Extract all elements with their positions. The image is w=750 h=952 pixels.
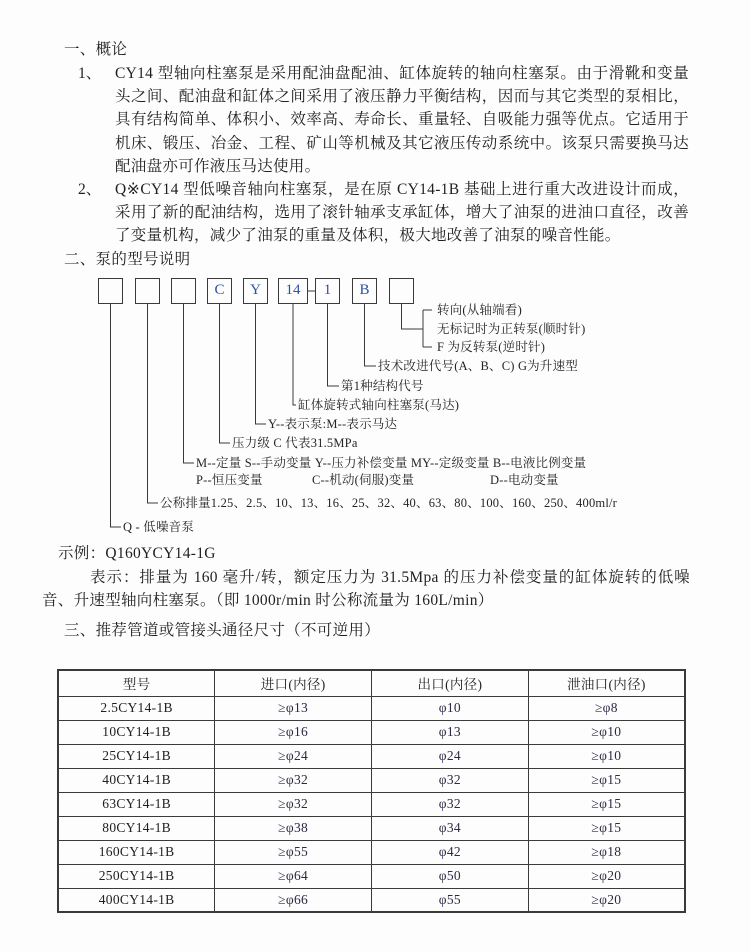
cell-drain: ≥φ20 <box>528 888 685 912</box>
table-row <box>58 792 685 816</box>
paragraph-1: CY14 型轴向柱塞泵是采用配油盘配油、缸体旋转的轴向柱塞泵。由于滑靴和变量头之间、配油盘和缸体之间采用了液压静力平衡结构，因而与其它类型的泵相比，具有结构简单、体积小、效率高、寿命长、重量轻、自吸能力强等优点。它适用于机床、锻压、冶金、工程、矿山等机械及其它液压传动系统中。该泵只需要换马达配油盘亦可作液压马达使用。 <box>115 65 689 175</box>
label-rotation-cw: 无标记时为正转泵(顺时针) <box>437 321 586 336</box>
cell-model: 2.5CY14-1B <box>58 696 215 720</box>
table-row <box>58 864 685 888</box>
cell-outlet: φ32 <box>372 768 529 792</box>
cell-outlet: φ32 <box>372 792 529 816</box>
cell-inlet: ≥φ38 <box>215 816 372 840</box>
list-item-2 <box>42 178 730 248</box>
label-variant-p: P--恒压变量 <box>196 472 263 487</box>
cell-inlet: ≥φ55 <box>215 840 372 864</box>
code-box-variant <box>171 278 196 304</box>
model-code-diagram <box>90 272 730 538</box>
label-variant-d: D--电动变量 <box>490 472 559 487</box>
cell-model: 400CY14-1B <box>58 888 215 912</box>
label-pump-motor: Y--表示泵:M--表示马达 <box>268 416 398 431</box>
cell-drain: ≥φ15 <box>528 792 685 816</box>
label-variant-c: C--机动(伺服)变量 <box>312 472 415 487</box>
cell-outlet: φ24 <box>372 744 529 768</box>
table-header-row <box>58 670 685 696</box>
section1-heading: 一、概论 <box>64 41 128 58</box>
table-row <box>58 816 685 840</box>
example-model: 示例：Q160YCY14-1G <box>58 544 216 562</box>
list-number-1: 1、 <box>78 65 102 82</box>
cell-drain: ≥φ8 <box>528 696 685 720</box>
label-displacement: 公称排量1.25、2.5、10、13、16、25、32、40、63、80、100、160、250、400ml/r <box>160 495 618 510</box>
cell-model: 40CY14-1B <box>58 768 215 792</box>
code-box-14: 14 <box>278 278 308 304</box>
section3-heading: 三、推荐管道或管接头通径尺寸（不可逆用） <box>64 622 381 640</box>
cell-inlet: ≥φ24 <box>215 744 372 768</box>
cell-drain: ≥φ18 <box>528 840 685 864</box>
table-row <box>58 696 685 720</box>
cell-inlet: ≥φ32 <box>215 768 372 792</box>
label-pressure-class: 压力级 C 代表31.5MPa <box>232 435 358 450</box>
cell-drain: ≥φ20 <box>528 864 685 888</box>
cell-outlet: φ55 <box>372 888 529 912</box>
label-structure-code: 第1种结构代号 <box>341 378 424 393</box>
label-rotation-view: 转向(从轴端看) <box>437 302 522 317</box>
label-variants-row1: M--定量 S--手动变量 Y--压力补偿变量 MY--定级变量 B--电液比例变量 <box>196 455 587 470</box>
list-number-2: 2、 <box>78 181 102 199</box>
table-row <box>58 840 685 864</box>
table-row <box>58 720 685 744</box>
cell-model: 160CY14-1B <box>58 840 215 864</box>
cell-model: 63CY14-1B <box>58 792 215 816</box>
section2-heading: 二、泵的型号说明 <box>64 250 191 268</box>
cell-inlet: ≥φ66 <box>215 888 372 912</box>
paragraph-2: Q※CY14 型低噪音轴向柱塞泵，是在原 CY14-1B 基础上进行重大改进设计而成，采用了新的配油结构，选用了滚针轴承支承缸体，增大了油泵的进油口直径，改善了变量机构，减少了油泵的重量及体积，极大地改善了油泵的噪音性能。 <box>115 181 689 245</box>
cell-outlet: φ42 <box>372 840 529 864</box>
label-cylinder-type: 缸体旋转式轴向柱塞泵(马达) <box>298 397 460 412</box>
cell-outlet: φ10 <box>372 696 529 720</box>
cell-inlet: ≥φ64 <box>215 864 372 888</box>
cell-outlet: φ13 <box>372 720 529 744</box>
list-item-1 <box>42 62 730 178</box>
col-header-outlet: 出口(内径) <box>372 670 529 696</box>
code-box-displacement <box>135 278 160 304</box>
label-rotation-ccw: F 为反转泵(逆时针) <box>437 339 546 354</box>
cell-outlet: φ34 <box>372 816 529 840</box>
col-header-drain: 泄油口(内径) <box>528 670 685 696</box>
cell-drain: ≥φ10 <box>528 744 685 768</box>
cell-inlet: ≥φ16 <box>215 720 372 744</box>
code-box-rotation <box>389 278 414 304</box>
code-box-1: 1 <box>315 278 340 304</box>
code-box-c: C <box>207 278 232 304</box>
table-row <box>58 768 685 792</box>
cell-drain: ≥φ10 <box>528 720 685 744</box>
cell-inlet: ≥φ13 <box>215 696 372 720</box>
label-low-noise: Q - 低噪音泵 <box>123 519 195 534</box>
cell-model: 25CY14-1B <box>58 744 215 768</box>
table-row <box>58 888 685 912</box>
table-row <box>58 744 685 768</box>
cell-drain: ≥φ15 <box>528 768 685 792</box>
cell-model: 250CY14-1B <box>58 864 215 888</box>
pipe-size-table <box>57 669 686 913</box>
label-tech-code: 技术改进代号(A、B、C) G为升速型 <box>378 358 578 373</box>
example-description: 表示：排量为 160 毫升/转，额定压力为 31.5Mpa 的压力补偿变量的缸体旋转的低噪音、升速型轴向柱塞泵。（即 1000r/min 时公称流量为 160L/min） <box>42 568 690 609</box>
code-box-y: Y <box>243 278 268 304</box>
cell-model: 10CY14-1B <box>58 720 215 744</box>
code-box-q <box>98 278 123 304</box>
cell-outlet: φ50 <box>372 864 529 888</box>
cell-inlet: ≥φ32 <box>215 792 372 816</box>
cell-model: 80CY14-1B <box>58 816 215 840</box>
col-header-model: 型号 <box>58 670 215 696</box>
code-box-b: B <box>352 278 377 304</box>
cell-drain: ≥φ15 <box>528 816 685 840</box>
col-header-inlet: 进口(内径) <box>215 670 372 696</box>
